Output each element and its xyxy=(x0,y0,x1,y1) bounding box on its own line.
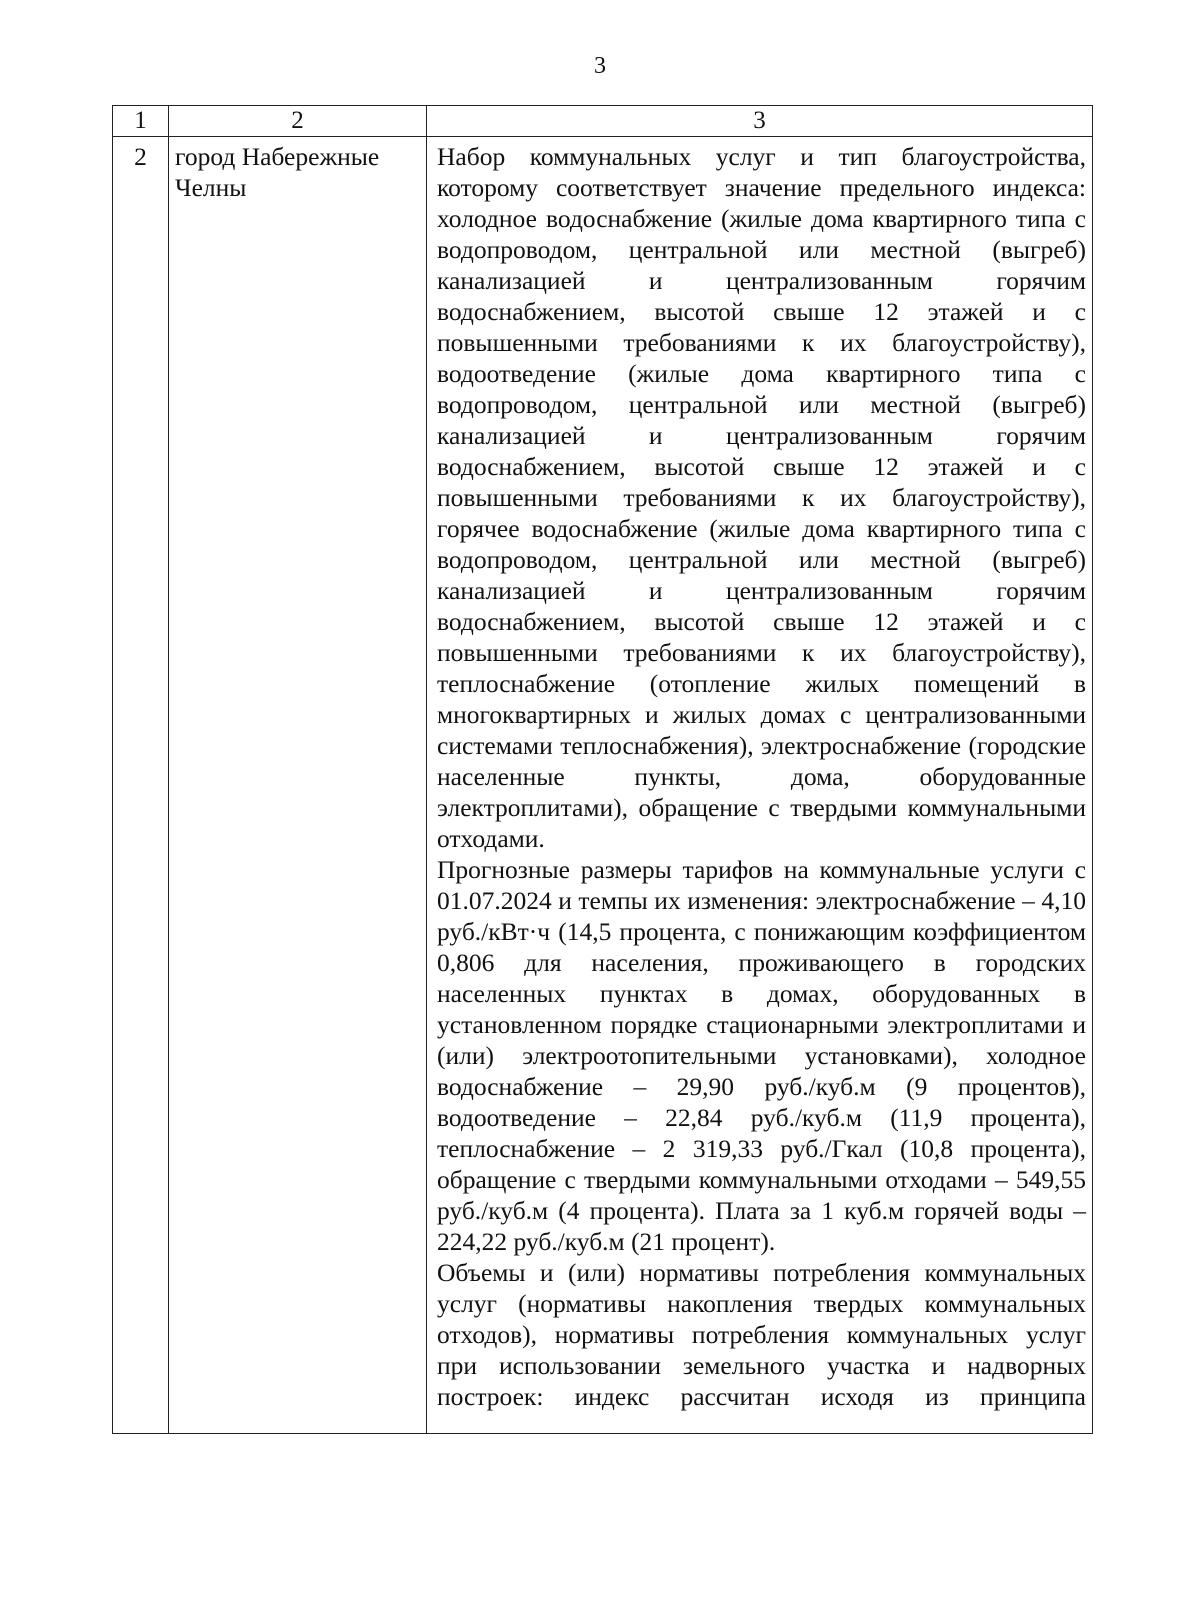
consumption-volumes-paragraph: Объемы и (или) нормативы потребления коммунальных услуг (нормативы накопления твердых коммунальных отходов), нормативы потребления коммунальных услуг при использовании земельного участка и надворных построек: индекс рассчитан исходя из принципа xyxy=(437,1258,1086,1411)
table-header-row xyxy=(113,106,1093,137)
column-header-3: 3 xyxy=(427,106,1093,137)
description-cell xyxy=(427,137,1093,1434)
tariff-table xyxy=(112,105,1093,1434)
tariffs-forecast-paragraph: Прогнозные размеры тарифов на коммунальные услуги с 01.07.2024 и темпы их изменения: электроснабжение – 4,10 руб./кВт·ч (14,5 процента, с понижающим коэффициентом 0,806 для населения, проживающего в городских населенных пунктах в домах, оборудованных в установленном порядке стационарными электроплитами и (или) электроотопительными установками), холодное водоснабжение – 29,90 руб./куб.м (9 процентов), водоотведение – 22,84 руб./куб.м (11,9 процента), теплоснабжение – 2 319,33 руб./Гкал (10,8 процента), обращение с твердыми коммунальными отходами – 549,55 руб./куб.м (4 процента). Плата за 1 куб.м горячей воды – 224,22 руб./куб.м (21 процент). xyxy=(437,855,1086,1256)
municipality-name: город Набережные Челны xyxy=(169,137,427,1434)
column-header-1: 1 xyxy=(113,106,169,137)
row-number: 2 xyxy=(113,137,169,1434)
page-number: 3 xyxy=(594,53,606,79)
services-set-paragraph: Набор коммунальных услуг и тип благоустройства, которому соответствует значение предельного индекса: холодное водоснабжение (жилые дома квартирного типа с водопроводом, центральной или местной (выгреб) канализацией и централизованным горячим водоснабжением, высотой свыше 12 этажей и с повышенными требованиями к их благоустройству), водоотведение (жилые дома квартирного типа с водопроводом, центральной или местной (выгреб) канализацией и централизованным горячим водоснабжением, высотой свыше 12 этажей и с повышенными требованиями к их благоустройству), горячее водоснабжение (жилые дома квартирного типа с водопроводом, центральной или местной (выгреб) канализацией и централизованным горячим водоснабжением, высотой свыше 12 этажей и с повышенными требованиями к их благоустройству), теплоснабжение (отопление жилых помещений в многоквартирных и жилых домах с централизованными системами теплоснабжения), электроснабжение (городские населенные пункты, дома, оборудованные электроплитами), обращение с твердыми коммунальными отходами. xyxy=(437,142,1086,853)
column-header-2: 2 xyxy=(169,106,427,137)
table-row xyxy=(113,137,1093,1434)
